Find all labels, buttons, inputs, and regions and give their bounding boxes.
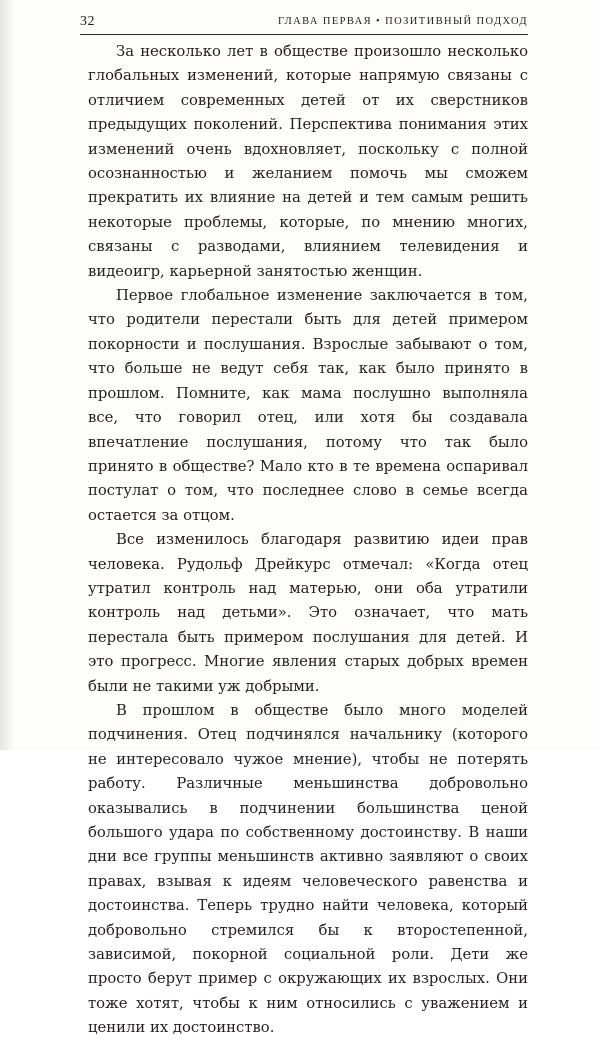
spine-shadow [0,0,14,750]
chapter-title: ГЛАВА ПЕРВАЯ • ПОЗИТИВНЫЙ ПОДХОД [277,16,528,27]
body-text [88,40,528,1041]
paragraph: В прошлом в обществе было много моделей подчинения. Отец подчинялся начальнику (которого не интересовало чужое мнение), чтобы не потерять работу. Различные меньшинства добровольно оказывались в подчинении большинства ценой большого удара по собственному достоинству. В наши дни все группы меньшинств активно заявляют о своих правах, взывая к идеям человеческого равенства и достоинства. Теперь трудно найти человека, который добровольно стремился бы к второстепенной, зависимой, покорной социальной роли. Дети же просто берут пример с окружающих их взрослых. Они тоже хотят, чтобы к ним относились с уважением и ценили их достоинство. [88,701,528,1037]
paragraph: Все изменилось благодаря развитию идеи прав человека. Рудольф Дрейкурс отмечал: «Когда отец утратил контроль над матерью, они оба утратили контроль над детьми». Это означает, что мать перестала быть примером послушания для детей. И это прогресс. Многие явления старых добрых времен были не такими уж добрыми. [88,531,528,695]
running-head [80,14,528,35]
page-number: 32 [80,14,95,29]
paragraph: Первое глобальное изменение заключается в том, что родители перестали быть для детей примером покорности и послушания. Взрослые забывают о том, что больше не ведут себя так, как было принято в прошлом. Помните, как мама послушно выполняла все, что говорил отец, или хотя бы создавала впечатление послушания, потому что так было принято в обществе? Мало кто в те времена оспаривал постулат о том, что последнее слово в семье всегда остается за отцом. [88,287,528,524]
paragraph: За несколько лет в обществе произошло несколько глобальных изменений, которые напрямую связаны с отличием современных детей от их сверстников предыдущих поколений. Перспектива понимания этих изменений очень вдохновляет, поскольку с полной осознанностью и желанием помочь мы сможем прекратить их влияние на детей и тем самым решить некоторые проблемы, которые, по мнению многих, связаны с разводами, влиянием телевидения и видеоигр, карьерной занятостью женщин. [88,43,528,280]
